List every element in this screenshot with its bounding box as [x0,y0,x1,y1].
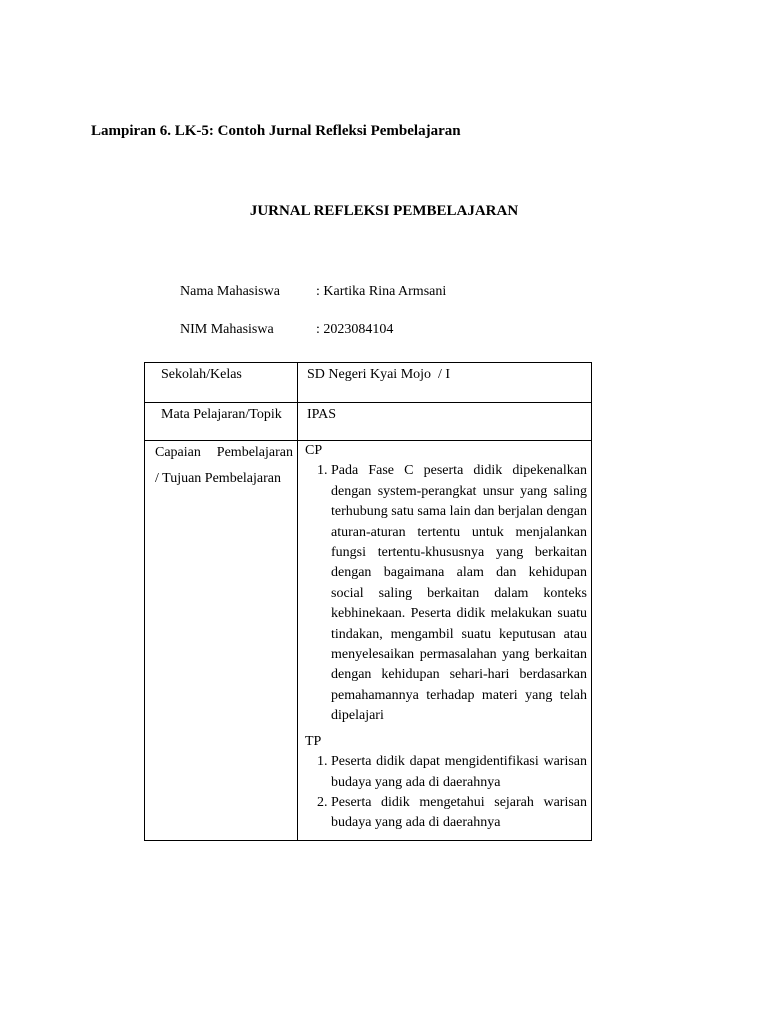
subject-label: Mata Pelajaran/Topik [161,407,282,422]
subject-label-cell [145,403,298,441]
table-row [145,363,592,403]
appendix-title: Lampiran 6. LK-5: Contoh Jurnal Refleksi Pembelajaran [91,123,461,139]
student-name-value: : Kartika Rina Armsani [316,284,447,299]
journal-table [144,362,592,841]
subject-value: IPAS [307,407,337,422]
table-row [145,441,592,841]
school-value-cell [298,363,592,403]
page-title: JURNAL REFLEKSI PEMBELAJARAN [249,203,519,219]
school-label: Sekolah/Kelas [161,367,242,382]
student-name-label: Nama Mahasiswa [180,284,280,299]
student-nim-value: : 2023084104 [316,322,394,337]
list-item: 1. Pada Fase C peserta didik dipekenalkan dengan system-perangkat unsur yang saling terhubung satu sama lain dan berjalan dengan aturan-aturan tertentu untuk menjalankan fungsi tertentu-khususnya yang berkaitan dengan bagaimana alam dan kehidupan social saling berkaitan dalam konteks kebhinekaan. Peserta didik melakukan suatu tindakan, mengambil suatu keputusan atau menyelesaikan permasalahan yang berkaitan dengan kehidupan sehari-hari berdasarkan pemahamannya terhadap materi yang telah dipelajari [331,461,587,726]
list-item: 1. Peserta didik dapat mengidentifikasi warisan budaya yang ada di daerahnya [331,752,587,793]
school-value: SD Negeri Kyai Mojo / I [307,367,451,382]
outcomes-value-cell [298,441,592,841]
tp-heading: TP [305,733,322,749]
student-nim-row [180,322,393,338]
student-nim-label: NIM Mahasiswa [180,322,274,337]
school-label-cell [145,363,298,403]
student-name-row [180,284,446,300]
table-row [145,403,592,441]
outcomes-label-line1: Capaian Pembelajaran [155,445,293,460]
tp-list [305,752,587,834]
subject-value-cell [298,403,592,441]
outcomes-label-cell [145,441,298,841]
outcomes-label-line2: / Tujuan Pembelajaran [155,471,281,487]
cp-heading: CP [305,443,323,458]
list-item: 2. Peserta didik mengetahui sejarah warisan budaya yang ada di daerahnya [331,793,587,834]
cp-list [305,461,587,726]
